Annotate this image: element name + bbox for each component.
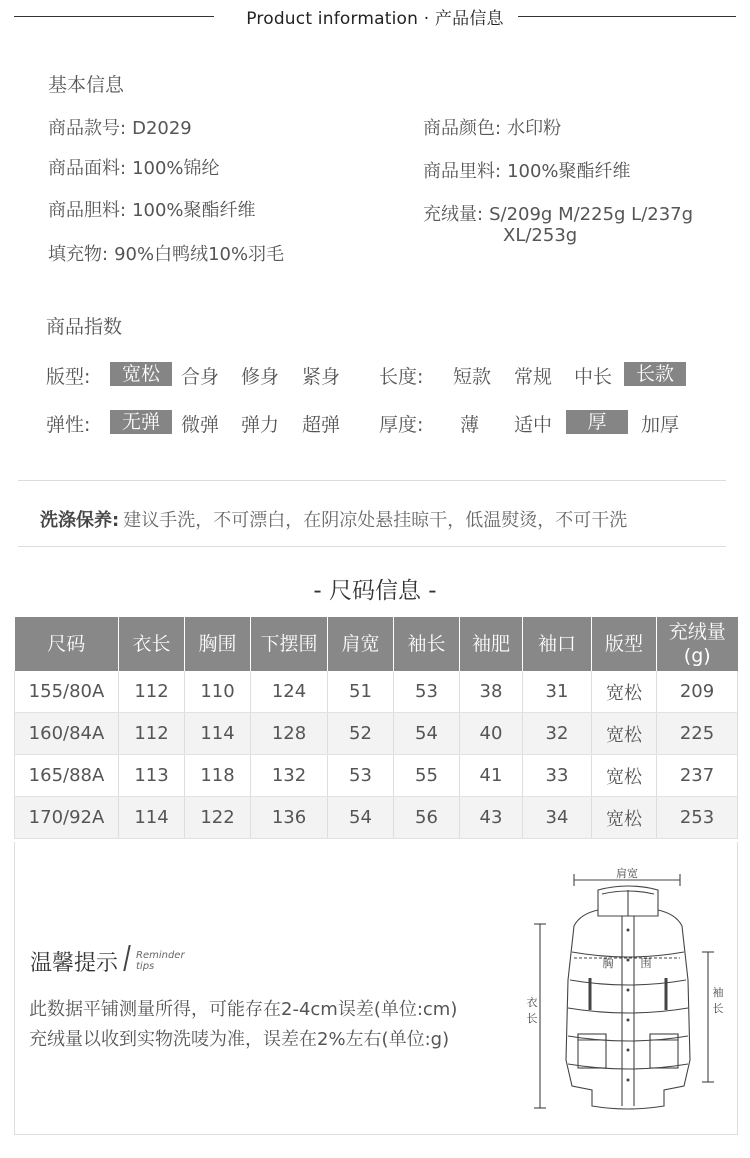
table-cell: 宽松 <box>592 671 657 713</box>
lining <box>423 157 631 183</box>
header-sleeve-width: 袖肥 <box>460 617 523 671</box>
size-table-header <box>15 617 738 671</box>
thickness-option-thin: 薄 <box>460 414 480 436</box>
page-title: Product information · 产品信息 <box>246 9 504 29</box>
fit-option-loose: 宽松 <box>110 362 172 386</box>
header-size: 尺码 <box>15 617 119 671</box>
label-chest-2: 围 <box>640 957 652 970</box>
table-cell: 53 <box>394 671 460 713</box>
divider-top <box>18 480 726 481</box>
label-sleeve-1: 袖 <box>712 986 724 999</box>
table-cell: 237 <box>657 755 738 797</box>
size-table <box>14 617 738 839</box>
table-cell: 宽松 <box>592 755 657 797</box>
divider-bottom <box>18 546 726 547</box>
fit-label: 版型: <box>46 366 91 388</box>
tips-line-2: 充绒量以收到实物洗唛为准，误差在2%左右(单位:g) <box>29 1029 450 1050</box>
thickness-option-thick: 厚 <box>566 410 628 434</box>
down-weight <box>423 200 693 226</box>
table-cell: 110 <box>185 671 251 713</box>
table-cell: 52 <box>328 713 394 755</box>
down-weight-value: S/209g M/225g L/237g <box>489 204 694 225</box>
table-cell: 132 <box>251 755 328 797</box>
style-number-label: 商品款号: <box>48 118 127 139</box>
table-cell: 155/80A <box>15 671 119 713</box>
label-chest-1: 胸 <box>602 957 614 970</box>
header-down-weight <box>657 617 738 671</box>
table-cell: 112 <box>119 671 185 713</box>
style-number <box>48 114 192 140</box>
table-cell: 113 <box>119 755 185 797</box>
color-value: 水印粉 <box>507 118 562 139</box>
lining-value: 100%聚酯纤维 <box>507 161 631 182</box>
color <box>423 114 561 140</box>
table-cell: 43 <box>460 797 523 839</box>
header-shoulder: 肩宽 <box>328 617 394 671</box>
down-weight-value-2: XL/253g <box>503 225 578 246</box>
care-line <box>40 506 627 532</box>
liner-label: 商品胆料: <box>48 200 127 221</box>
style-number-value: D2029 <box>132 118 192 139</box>
filling-label: 填充物: <box>48 244 109 265</box>
fit-option-slim: 修身 <box>241 366 280 388</box>
elastic-option-super: 超弹 <box>302 414 341 436</box>
header-chest: 胸围 <box>185 617 251 671</box>
table-cell: 38 <box>460 671 523 713</box>
length-option-short: 短款 <box>453 366 492 388</box>
table-cell: 31 <box>523 671 592 713</box>
thickness-option-extra-thick: 加厚 <box>641 414 680 436</box>
table-cell: 51 <box>328 671 394 713</box>
table-cell: 54 <box>328 797 394 839</box>
table-cell: 53 <box>328 755 394 797</box>
table-cell: 225 <box>657 713 738 755</box>
label-shoulder: 肩宽 <box>616 867 638 880</box>
table-cell: 41 <box>460 755 523 797</box>
fabric-label: 商品面料: <box>48 158 127 179</box>
length-label: 长度: <box>379 366 424 388</box>
table-cell: 55 <box>394 755 460 797</box>
length-option-regular: 常规 <box>514 366 553 388</box>
care-text: 建议手洗，不可漂白，在阴凉处悬挂晾干，低温熨烫，不可干洗 <box>123 510 628 531</box>
table-cell: 34 <box>523 797 592 839</box>
table-cell: 114 <box>185 713 251 755</box>
table-cell: 136 <box>251 797 328 839</box>
size-table-title: - 尺码信息 - <box>313 578 437 604</box>
header-length: 衣长 <box>119 617 185 671</box>
table-cell: 56 <box>394 797 460 839</box>
fit-option-tight: 紧身 <box>302 366 341 388</box>
table-cell: 40 <box>460 713 523 755</box>
jacket-diagram <box>520 860 730 1122</box>
table-row <box>15 671 738 713</box>
table-row <box>15 713 738 755</box>
header-down-weight-unit: (g) <box>683 645 711 667</box>
tips-subtitle-2: tips <box>136 961 155 972</box>
care-label: 洗涤保养: <box>40 510 120 531</box>
down-weight-label: 充绒量: <box>423 204 484 225</box>
table-cell: 宽松 <box>592 797 657 839</box>
table-cell: 124 <box>251 671 328 713</box>
table-cell: 54 <box>394 713 460 755</box>
thickness-label: 厚度: <box>379 414 424 436</box>
fit-option-regular: 合身 <box>181 366 220 388</box>
table-cell: 122 <box>185 797 251 839</box>
table-cell: 宽松 <box>592 713 657 755</box>
header-cuff: 袖口 <box>523 617 592 671</box>
header-down-weight-label: 充绒量 <box>668 621 726 643</box>
label-length-1: 衣 <box>526 996 538 1009</box>
tips-subtitle-1: Reminder <box>136 950 185 961</box>
table-cell: 160/84A <box>15 713 119 755</box>
label-sleeve-2: 长 <box>712 1002 724 1015</box>
filling-value: 90%白鸭绒10%羽毛 <box>114 244 285 265</box>
header-hem: 下摆围 <box>251 617 328 671</box>
table-row <box>15 797 738 839</box>
fabric <box>48 154 220 180</box>
header-fit: 版型 <box>592 617 657 671</box>
label-length-2: 长 <box>526 1012 538 1025</box>
elastic-option-none: 无弹 <box>110 410 172 434</box>
fabric-value: 100%锦纶 <box>132 158 220 179</box>
table-cell: 114 <box>119 797 185 839</box>
table-cell: 253 <box>657 797 738 839</box>
table-cell: 209 <box>657 671 738 713</box>
table-row <box>15 755 738 797</box>
table-cell: 128 <box>251 713 328 755</box>
tips-title: 温馨提示 <box>30 951 119 976</box>
lining-label: 商品里料: <box>423 161 502 182</box>
table-cell: 33 <box>523 755 592 797</box>
table-cell: 112 <box>119 713 185 755</box>
filling <box>48 240 284 266</box>
thickness-option-medium: 适中 <box>514 414 553 436</box>
length-option-mid: 中长 <box>574 366 613 388</box>
liner <box>48 196 256 222</box>
color-label: 商品颜色: <box>423 118 502 139</box>
elastic-label: 弹性: <box>46 414 91 436</box>
table-cell: 165/88A <box>15 755 119 797</box>
elastic-option-stretch: 弹力 <box>241 414 280 436</box>
table-cell: 170/92A <box>15 797 119 839</box>
header-sleeve-length: 袖长 <box>394 617 460 671</box>
basic-info-title: 基本信息 <box>48 74 125 96</box>
index-title: 商品指数 <box>46 316 123 338</box>
table-cell: 32 <box>523 713 592 755</box>
elastic-option-slight: 微弹 <box>181 414 220 436</box>
tips-line-1: 此数据平铺测量所得，可能存在2-4cm误差(单位:cm) <box>29 999 458 1020</box>
liner-value: 100%聚酯纤维 <box>132 200 256 221</box>
table-cell: 118 <box>185 755 251 797</box>
length-option-long: 长款 <box>624 362 686 386</box>
